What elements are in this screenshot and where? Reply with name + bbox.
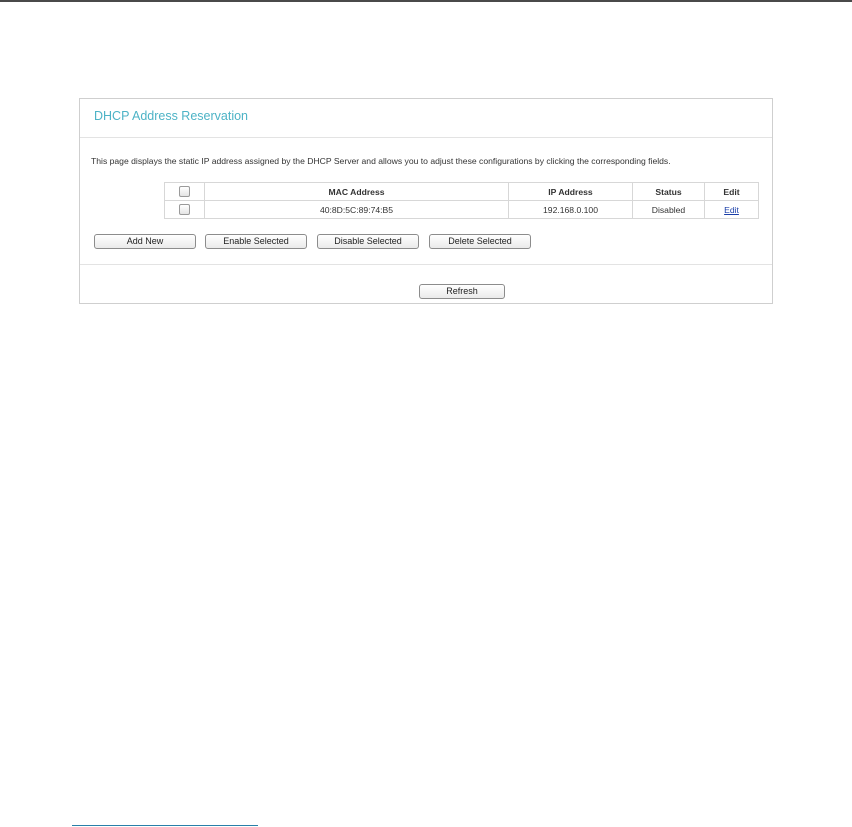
reservation-table [164,182,759,219]
title-divider [80,137,772,138]
table-row [165,201,759,219]
footnote-rule [72,825,258,826]
enable-selected-button[interactable]: Enable Selected [205,234,307,249]
row-checkbox[interactable] [179,204,190,215]
cell-edit [705,201,759,219]
page-description: This page displays the static IP address assigned by the DHCP Server and allows you to adjust these configurations by clicking the corresponding fields. [91,156,671,166]
disable-selected-button[interactable]: Disable Selected [317,234,419,249]
row-select-cell [165,201,205,219]
select-all-cell [165,183,205,201]
table-header-row [165,183,759,201]
header-status: Status [633,183,705,201]
dhcp-reservation-panel [79,98,773,304]
footer-divider [80,264,772,265]
cell-mac-address: 40:8D:5C:89:74:B5 [205,201,509,219]
panel-title: DHCP Address Reservation [94,109,249,123]
refresh-button[interactable]: Refresh [419,284,505,299]
header-mac-address: MAC Address [205,183,509,201]
cell-status: Disabled [633,201,705,219]
header-ip-address: IP Address [509,183,633,201]
cell-ip-address: 192.168.0.100 [509,201,633,219]
page-top-rule [0,0,852,2]
select-all-checkbox[interactable] [179,186,190,197]
edit-link[interactable]: Edit [724,204,739,215]
header-edit: Edit [705,183,759,201]
delete-selected-button[interactable]: Delete Selected [429,234,531,249]
add-new-button[interactable]: Add New [94,234,196,249]
